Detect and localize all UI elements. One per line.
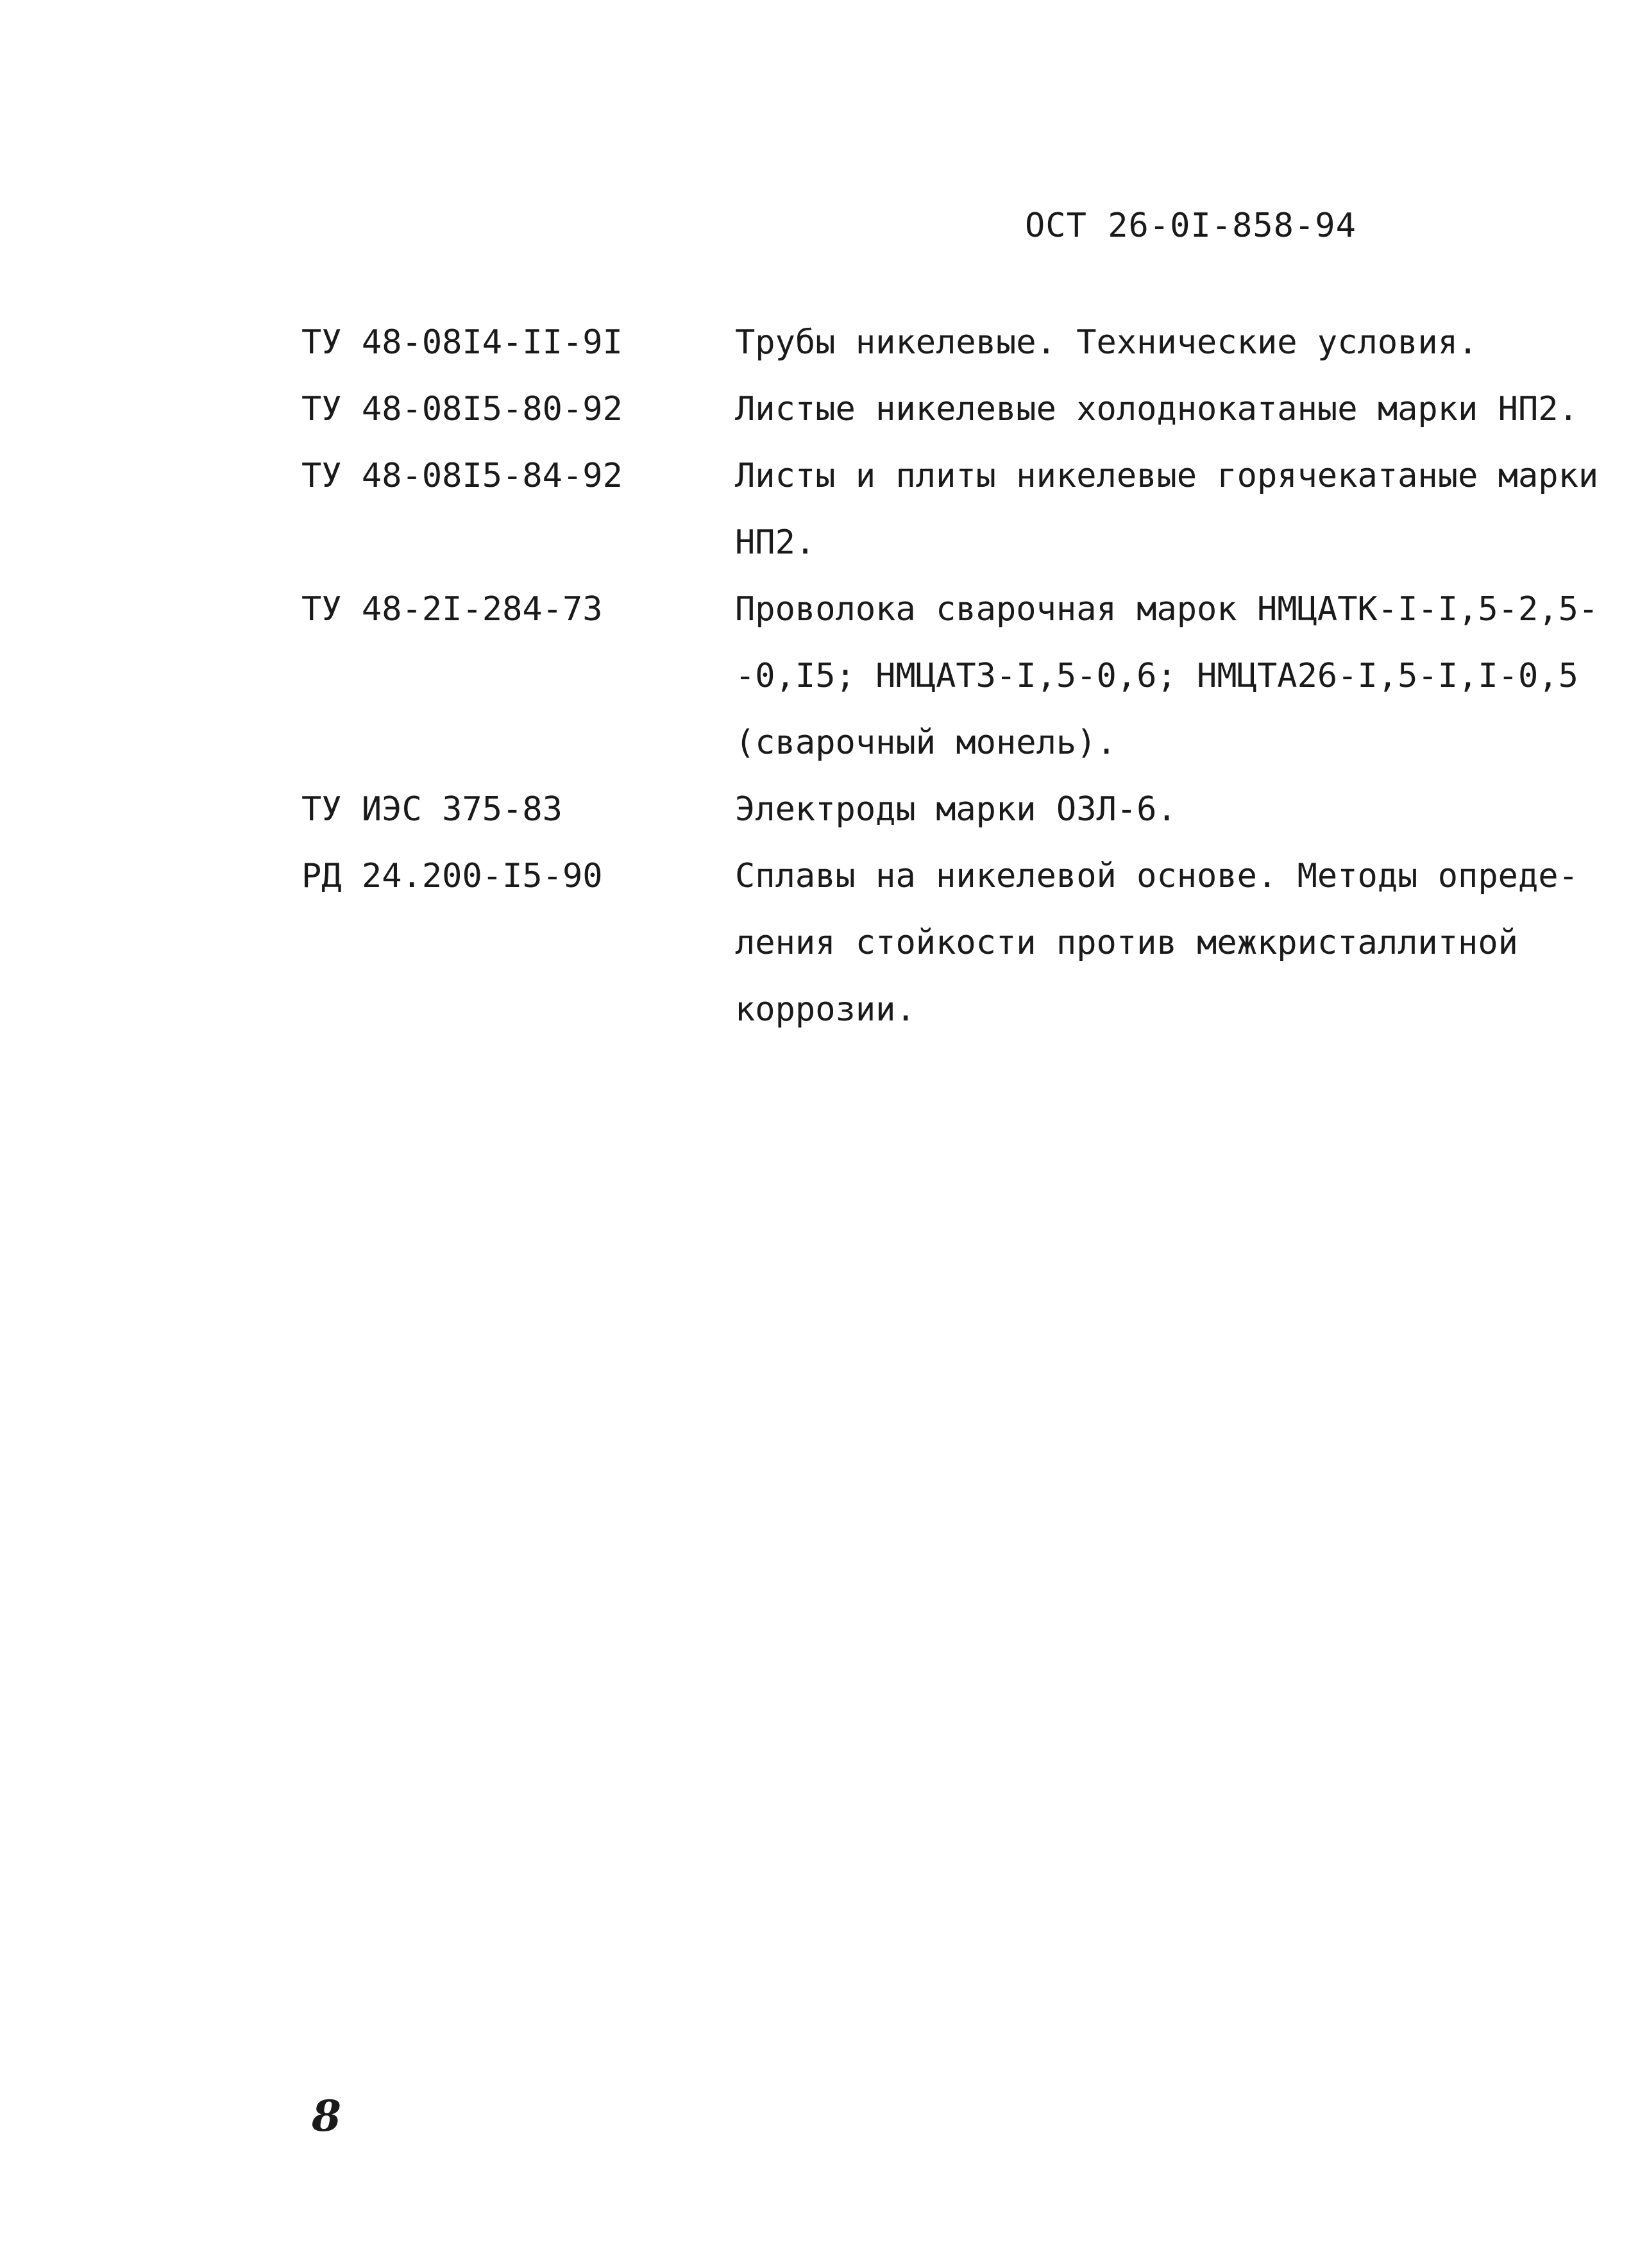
document-code: ОСТ 26-0I-858-94: [1025, 207, 1356, 245]
reference-description-line: Листы и плиты никелевые горячекатаные марки: [735, 457, 1599, 495]
reference-description-line: коррозии.: [735, 990, 916, 1029]
reference-row: [301, 443, 1599, 576]
reference-description: [735, 443, 1598, 576]
reference-description: [735, 376, 1584, 443]
reference-code: ТУ ИЭС 375-83: [301, 790, 562, 829]
reference-list: [301, 309, 1599, 1043]
reference-code: ТУ 48-2I-284-73: [301, 590, 603, 629]
reference-description: [735, 843, 1584, 1043]
reference-description: [735, 576, 1598, 776]
reference-description-line: Сплавы на никелевой основе. Методы опреде-: [735, 857, 1578, 895]
reference-row: [301, 376, 1584, 443]
reference-description-line: ления стойкости против межкристаллитной: [735, 924, 1518, 962]
reference-description-line: Электроды марки ОЗЛ-6.: [735, 790, 1177, 829]
reference-code: ТУ 48-08I5-80-92: [301, 390, 623, 428]
reference-row: [301, 309, 1584, 376]
reference-code: ТУ 48-08I5-84-92: [301, 457, 623, 495]
reference-code: ТУ 48-08I4-II-9I: [301, 323, 623, 362]
reference-description-line: (сварочный монель).: [735, 724, 1117, 762]
reference-description-line: Листые никелевые холоднокатаные марки НП2.: [735, 390, 1578, 428]
reference-description: [735, 309, 1584, 376]
reference-description-line: Трубы никелевые. Технические условия.: [735, 323, 1478, 362]
reference-description-line: НП2.: [735, 523, 816, 562]
reference-code: РД 24.200-I5-90: [301, 857, 603, 895]
reference-row: [301, 776, 1584, 843]
reference-row: [301, 843, 1584, 1043]
reference-row: [301, 576, 1599, 776]
reference-description-line: Проволока сварочная марок НМЦАТК-I-I,5-2,5-: [735, 590, 1599, 629]
page-number: 8: [312, 2091, 341, 2141]
reference-description: [735, 776, 1584, 843]
reference-description-line: -0,I5; НМЦАТЗ-I,5-0,6; НМЦТА26-I,5-I,I-0,5: [735, 657, 1578, 695]
